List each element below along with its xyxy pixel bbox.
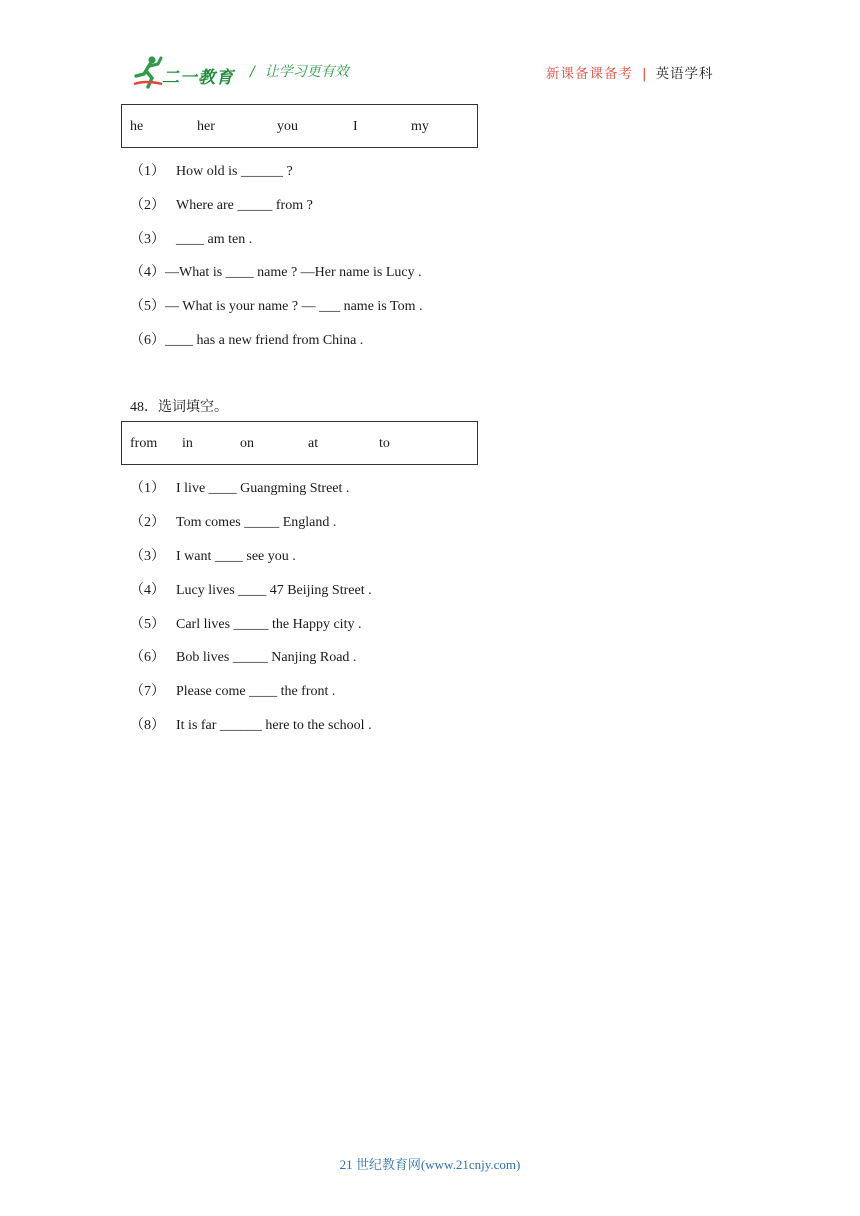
question-number: （2） [130,515,165,530]
word-bank-item: you [277,119,298,134]
question-text: — What is your name ? — ___ name is Tom . [165,299,423,314]
question-item [130,228,252,248]
question-number: （7） [130,684,165,699]
page-footer: 21 世纪教育网(www.21cnjy.com) [339,1157,521,1172]
question-item [130,545,296,565]
word-bank-item: he [130,119,144,134]
question-text: Carl lives _____ the Happy city . [176,617,362,632]
question-number: （3） [130,232,165,247]
course-label: 新课备课备考 [546,66,633,82]
word-bank-item: her [197,119,215,134]
question-text: Please come ____ the front . [176,684,336,699]
page-header [0,0,860,100]
question-item [130,714,372,734]
question-text: Lucy lives ____ 47 Beijing Street . [176,583,372,598]
question-item [130,477,349,497]
slogan: / 让学习更有效 [250,64,349,80]
question-number: （5） [130,617,165,632]
word-bank-item: my [411,119,429,134]
question-item [130,646,356,666]
word-bank-item: from [130,436,158,451]
question-text: I live ____ Guangming Street . [176,481,350,496]
subject-label: 英语学科 [655,66,714,82]
question-item [130,295,422,315]
question-item [130,511,336,531]
question-text: I want ____ see you . [176,549,296,564]
question-number: （8） [130,718,165,733]
word-bank-box [121,421,478,465]
word-bank-box [121,104,478,148]
word-bank-item: on [240,436,254,451]
question-number: （6） [130,650,165,665]
question-text: Bob lives _____ Nanjing Road . [176,650,357,665]
question-item [130,680,335,700]
question-number: （3） [130,549,165,564]
question-number: （1） [130,481,165,496]
word-bank-item: in [182,436,193,451]
question-item [130,160,293,180]
slogan-text: 让学习更有效 [264,64,349,80]
question-item [130,329,363,349]
question-number: （1） [130,164,165,179]
question-number: （6） [130,333,165,348]
question-text: —What is ____ name ? —Her name is Lucy . [165,265,422,280]
question-item [130,261,422,281]
logo-text: 二一教育 [162,68,234,88]
question-text: Where are _____ from ? [176,198,313,213]
question-item [130,613,361,633]
question-text: ____ has a new friend from China . [165,333,364,348]
question-number: （5） [130,299,165,314]
word-bank-item: I [353,119,358,134]
question-item [130,579,372,599]
question-item [130,194,313,214]
question-text: ____ am ten . [176,232,253,247]
section-title: 48．选词填空。 [130,400,228,415]
question-text: It is far ______ here to the school . [176,718,372,733]
question-text: Tom comes _____ England . [176,515,337,530]
question-number: （4） [130,583,165,598]
question-number: （4） [130,265,165,280]
logo [132,54,242,90]
question-text: How old is ______ ? [176,164,293,179]
header-separator: | [642,66,647,82]
header-right [546,62,714,82]
word-bank-item: at [308,436,319,451]
word-bank-item: to [379,436,390,451]
question-number: （2） [130,198,165,213]
